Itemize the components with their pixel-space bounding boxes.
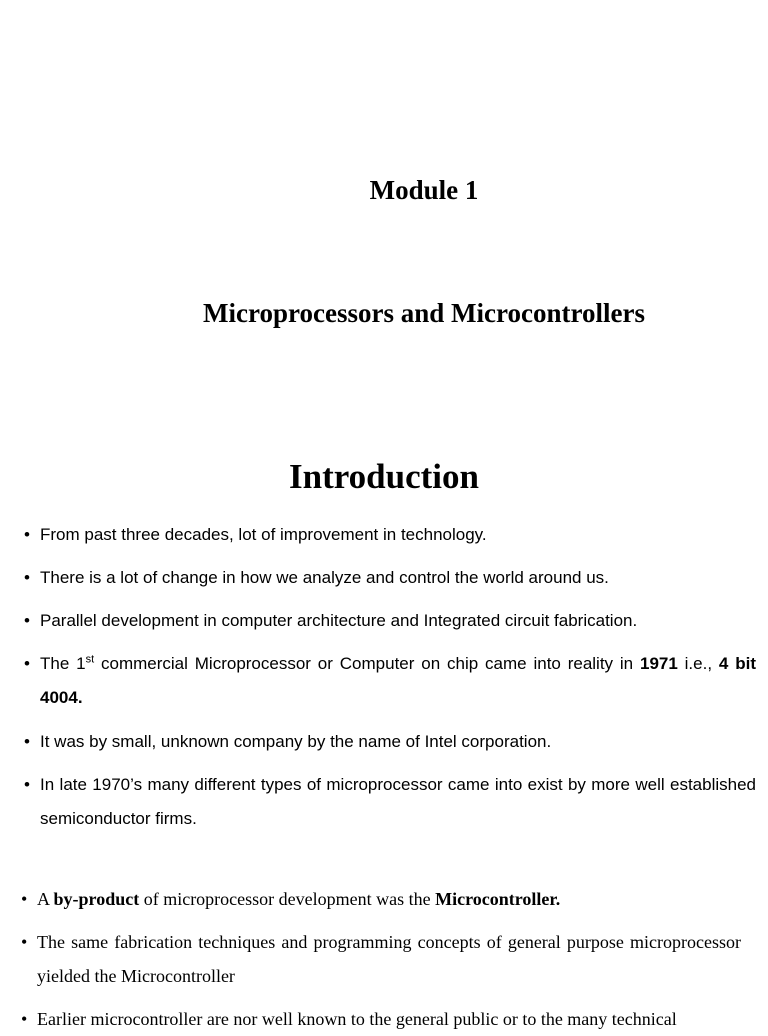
bullet-marker: • (24, 732, 30, 751)
superscript: st (85, 653, 95, 666)
chip-highlight: 4 bit 4004. (40, 654, 756, 707)
year-highlight: 1971 (639, 654, 678, 673)
list-item-text: It was by small, unknown company by the name of Intel corporation. (40, 732, 552, 751)
list-item-text: The 1st commercial Microprocessor or Computer on chip came into reality in 1971 i.e., 4 bit 4004. (40, 653, 756, 707)
bullet-marker: • (21, 932, 28, 952)
list-item-text: Parallel development in computer architecture and Integrated circuit fabrication. (40, 611, 638, 630)
bullet-marker: • (24, 654, 30, 673)
list-item-text: From past three decades, lot of improvement in technology. (40, 525, 487, 544)
term-highlight: by-product (53, 889, 140, 909)
list-item-text: A by-product of microprocessor development was the Microcontroller. (37, 889, 561, 909)
section-heading: Introduction (289, 457, 479, 496)
list-item-text: Earlier microcontroller are nor well known to the general public or to the many technical (37, 1009, 677, 1029)
bullet-marker: • (24, 525, 30, 544)
list-item-text: The same fabrication techniques and programming concepts of general purpose microprocessor yielded the Microcontroller (37, 932, 741, 986)
subject-title: Microprocessors and Microcontrollers (203, 298, 645, 328)
list-item-text: In late 1970’s many different types of microprocessor came into exist by more well established semiconductor firms. (40, 775, 756, 828)
list-item-text: There is a lot of change in how we analyze and control the world around us. (40, 568, 609, 587)
bullet-marker: • (24, 611, 30, 630)
term-highlight: Microcontroller. (435, 889, 561, 909)
bullet-marker: • (21, 1009, 28, 1029)
bullet-marker: • (24, 568, 30, 587)
module-title: Module 1 (369, 175, 479, 205)
bullet-marker: • (21, 889, 28, 909)
bullet-marker: • (24, 775, 30, 794)
